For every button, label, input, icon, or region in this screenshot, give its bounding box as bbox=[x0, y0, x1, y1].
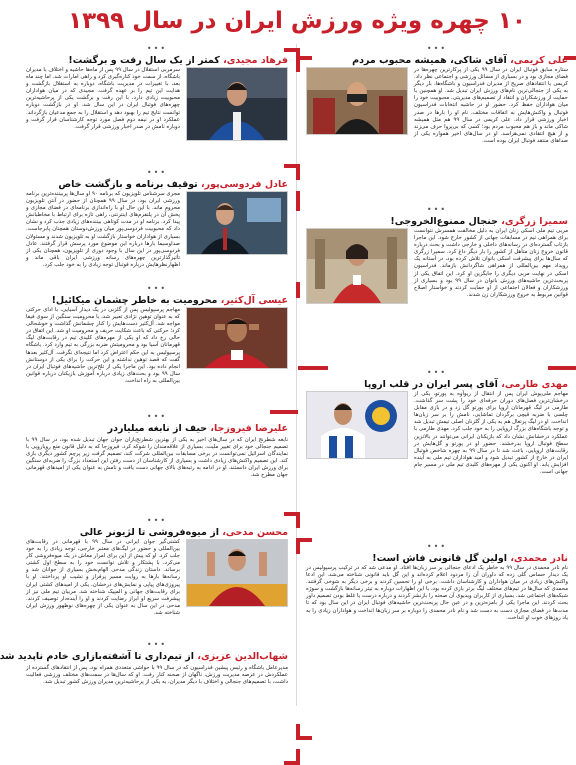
profile-card bbox=[302, 205, 572, 370]
profile-photo bbox=[186, 539, 288, 607]
corner-bracket bbox=[284, 164, 300, 180]
profile-body: ستاره سابق فوتبال ایران در سال ۹۹ یکی از پرکارترین چهره‌ها در فضای مجازی بود و در بسیاری از مسائل ورزشی و اجتماعی نظر داد. کریمی با انتقادهای صریح از مدیران فدراسیون و باشگاه‌ها، بار دیگر به یکی از جنجالی‌ترین نام‌های ورزش ایران تبدیل شد. او همچنین با حمایت از ورزشکاران و انتقاد از تصمیم‌های مدیریتی، محبوبیت خود را میان هواداران حفظ کرد. حضور او در حاشیه انتخابات فدراسیون فوتبال و واکنش‌هایش به اتفاقات مختلف، نام او را بارها در صدر اخبار ورزشی قرار داد. علی کریمی در سال ۹۹ هم مثل همیشه شاکی ماند و باز هم محبوب مردم بود؛ کسی که بی‌پروا حرف می‌زند و از هیچ انتقادی نمی‌هراسد. او در سال‌های اخیر همواره یکی از صداهای منتقد فوتبال ایران بوده است. bbox=[414, 67, 569, 144]
profile-body: مهاجم ملی‌پوش ایران پس از انتقال از ریوآوه به پورتو، یکی از درخشان‌ترین فصل‌های دوران حرفه‌ای خود را پشت سر گذاشت. طارمی در لیگ قهرمانان اروپا برای پورتو گل زد و در بازی مقابل چلسی با ضربه قیچی برگردان تماشایی، نامش را بر سر زبان‌ها انداخت. او در لیگ پرتغال هم به یکی از گلزنان اصلی تیمش تبدیل شد و توجه باشگاه‌های بزرگ اروپایی را به خود جلب کرد. مهدی طارمی با عملکرد درخشانش نشان داد که بازیکنان ایرانی می‌توانند در بالاترین سطح فوتبال اروپا بدرخشند. حضور او در پورتو و گل‌هایش در رقابت‌های اروپایی، باعث شد تا در سال ۹۹ به چهره شاخص فوتبال ایران در خارج از کشور تبدیل شود و امید هواداران تیم ملی به آینده افزایش یابد. او اکنون یکی از مهره‌های کلیدی تیم ملی در مسیر جام جهانی است. bbox=[414, 391, 568, 476]
profile-card bbox=[302, 368, 572, 543]
profile-photo bbox=[186, 67, 288, 141]
separator-dots: ••• bbox=[426, 368, 448, 377]
profile-body: مجری سرشناس تلویزیون که برنامه ۹۰ او سال‌ها پربیننده‌ترین برنامه ورزشی ایران بود، در سال ۹۹ همچنان از حضور در آنتن تلویزیون محروم ماند. با این حال او با راه‌اندازی برنامه‌ای در فضای مجازی و پخش آن در پلتفرم‌های اینترنتی، راهی تازه برای ارتباط با مخاطبانش پیدا کرد. برنامه او در مدت کوتاهی بیننده‌های زیادی جذب کرد و نشان داد که محبوبیت فردوسی‌پور میان ورزش‌دوستان همچنان پابرجاست. بسیاری از هواداران خواستار بازگشت او به تلویزیون شدند و مسئولان صداوسیما بارها درباره این موضوع مورد پرسش قرار گرفتند. عادل فردوسی‌پور در این سال با وجود دوری از تلویزیون، همچنان یکی از تأثیرگذارترین چهره‌های رسانه ورزشی ایران باقی ماند و اظهارنظرهایش درباره فوتبال توجه زیادی را به خود جلب کرد. bbox=[26, 191, 180, 268]
profile-title: مهدی طارمی، آقای پسر ایران در قلب اروپا bbox=[364, 379, 568, 390]
profile-body: کشتی‌گیر جوان ایرانی در سال ۹۹ با قهرمانی در رقابت‌های بین‌المللی و حضور در لیگ‌های معتبر خارجی، توجه زیادی را به خود جلب کرد. او که پیش از این برای امرار معاش در یک میوه‌فروشی کار می‌کرد، با پشتکار و تلاش توانست خود را به سطح اول کشتی برساند. داستان زندگی مدحی الهام‌بخش بسیاری از جوانان شد و رسانه‌ها بارها به روایت مسیر پرفراز و نشیب او پرداختند. او با پیروزی‌های پیاپی و نمایش‌های درخشان، یکی از امیدهای کشتی ایران برای رقابت‌های جهانی و المپیک شناخته شد. مربیان تیم ملی نیز از پیشرفت سریع او ابراز رضایت کردند و او را آینده‌دار توصیف کردند. مدحی در این سال به عنوان یکی از چهره‌های نوظهور ورزش ایران شناخته شد. bbox=[26, 539, 180, 616]
profile-title: شهاب‌الدین عزیزی، از تیم‌داری تا آشفته‌بازاری خادم ناپدید شد bbox=[0, 651, 288, 662]
profile-title: عیسی آل‌کثیر، محرومیت به خاطر چشمان میکائیل! bbox=[51, 295, 288, 306]
profile-body-cont bbox=[302, 304, 572, 370]
profile-body: مدیرعامل باشگاه و رئیس پیشین فدراسیون که در سال ۹۹ با حواشی متعددی همراه بود، پس از انتقادهای گسترده از عملکردش در عرصه مدیریت ورزش، ناگهان از صحنه کنار رفت. او که سال‌ها در سمت‌های مختلف ورزشی فعالیت داشت، با تصمیم‌های جنجالی و اختلاف با دیگر مدیران، به یکی از پرحاشیه‌ترین مدیران ورزش کشور تبدیل شد. bbox=[26, 665, 288, 686]
separator-dots: ••• bbox=[146, 516, 168, 525]
profile-title: فرهاد مجیدی، کمتر از یک سال رفت و برگشت! bbox=[68, 55, 288, 66]
frame-bar bbox=[296, 191, 300, 211]
corner-bracket bbox=[296, 724, 312, 740]
profile-photo bbox=[186, 307, 288, 369]
frame-bar bbox=[298, 366, 328, 370]
profile-photo bbox=[306, 228, 408, 304]
profile-photo bbox=[186, 191, 288, 255]
frame-bar bbox=[270, 410, 298, 414]
profile-body: سرمربی استقلال در سال ۹۹ پس از ماه‌ها حاشیه و اختلاف با مدیران باشگاه، از سمت خود کناره‌گیری کرد و راهی امارات شد. اما چند ماه بعد، با تغییرات در مدیریت باشگاه، دوباره به استقلال بازگشت و هدایت این تیم را بر عهده گرفت. مجیدی که در میان هواداران محبوبیت زیادی دارد، با این رفت و برگشت یکی از پرحاشیه‌ترین چهره‌های فوتبال ایران در این سال شد. او در بازگشت دوباره توانست نتایج تیم را بهبود دهد و استقلال را به جمع مدعیان بازگرداند. عملکرد او در نیمه دوم فصل مورد توجه کارشناسان قرار گرفت و دوباره نامش در صدر اخبار ورزشی قرار گرفت. bbox=[26, 67, 181, 130]
page-headline: ۱۰ چهره ویژه ورزش ایران در سال ۱۳۹۹ bbox=[68, 8, 526, 34]
separator-dots: ••• bbox=[146, 44, 168, 53]
profile-card bbox=[302, 44, 572, 205]
profile-card bbox=[302, 542, 572, 710]
corner-bracket bbox=[284, 749, 300, 765]
profile-card bbox=[0, 640, 292, 707]
profile-card bbox=[22, 168, 292, 285]
profile-title: نادر محمدی، اولین گل قانونی فاش است! bbox=[372, 553, 568, 564]
separator-dots: ••• bbox=[426, 542, 448, 551]
frame-bar bbox=[548, 366, 576, 370]
separator-dots: ••• bbox=[146, 412, 168, 421]
profile-body-cont bbox=[302, 135, 572, 205]
profile-card bbox=[22, 284, 292, 413]
corner-bracket bbox=[284, 512, 300, 528]
separator-dots: ••• bbox=[146, 640, 168, 649]
profile-body: نام نادر محمدی در سال ۹۹ به خاطر یک ادعای جنجالی بر سر زبان‌ها افتاد. او مدعی شد که در ترکیب پرسپولیس در یک دیدار حساس گلی زده که داوران آن را مردود اعلام کرده‌اند و این گل باید قانونی شناخته می‌شد. این ادعا واکنش‌های زیادی در میان هواداران و کارشناسان داشت. برخی او را تحسین کردند و برخی دیگر به شوخی گرفتند. محمدی که سال‌ها در تیم‌های مختلف لیگ برتر بازی کرده بود، با این اظهارات دوباره به تیتر رسانه‌ها بازگشت و سوژه شبکه‌های اجتماعی شد. بسیاری از کاربران ویدیوی آن صحنه را بازنشر کردند و درباره درست یا غلط بودن تصمیم داور بحث کردند. این ماجرا یکی از بامزه‌ترین و در عین حال پربحث‌ترین حاشیه‌های فوتبال ایران در این سال بود که تا مدت‌ها در فضای مجازی دست به دست شد و نام نادر محمدی را دوباره بر سر زبان‌ها انداخت و هواداران زیادی را به یاد روزهای خوب او انداخت. bbox=[306, 565, 568, 621]
separator-dots: ••• bbox=[426, 205, 448, 214]
profile-title: علیرضا فیروزجا، حیف از نابغه میلیاردر bbox=[107, 423, 288, 434]
profile-body-cont bbox=[302, 459, 572, 543]
profile-photo bbox=[306, 67, 408, 135]
profile-body: نابغه شطرنج ایران که در سال‌های اخیر به یکی از بهترین شطرنج‌بازان جوان جهان تبدیل شده بود، در سال ۹۹ با تصمیم جنجالی خود برای تغییر ملیت، بسیاری از علاقه‌مندان را شوکه کرد. فیروزجا که به دلیل قانون منع رویارویی با نمایندگان اسرائیل نمی‌توانست در برخی مسابقات بین‌المللی شرکت کند، تصمیم گرفت زیر پرچم کشور دیگری بازی کند. این تصمیم واکنش‌های زیادی داشت و بسیاری از کارشناسان از دست رفتن این استعداد بزرگ را ضربه‌ای سنگین برای ورزش ایران دانستند. او در ادامه به رتبه‌های بالای جهانی دست یافت و نامش به عنوان یکی از امیدهای قهرمانی جهان مطرح شد. bbox=[26, 437, 288, 479]
profile-card bbox=[22, 412, 292, 509]
profile-title: علی کریمی، آقای شاکی، همیشه محبوب مردم bbox=[352, 55, 568, 66]
profile-title: سمیرا زرگری، جنجال ممنوع‌الخروجی! bbox=[390, 216, 568, 227]
column-divider bbox=[296, 44, 297, 706]
profile-card bbox=[22, 516, 292, 627]
separator-dots: ••• bbox=[146, 168, 168, 177]
profile-body: مربی تیم ملی اسکی زنان ایران به دلیل مخالفت همسرش نتوانست برای همراهی تیم در مسابقات جهانی از کشور خارج شود. این ماجرا بازتاب گسترده‌ای در رسانه‌های داخلی و خارجی داشت و بحث درباره قانون خروج زنان متأهل از کشور را بار دیگر داغ کرد. سمیرا زرگری که سال‌ها برای پیشرفت اسکی بانوان تلاش کرده بود، در آستانه یک رویداد مهم بین‌المللی از همراهی شاگردانش بازماند. فدراسیون اسکی در نهایت مربی دیگری را جایگزین او کرد. این اتفاق یکی از پربحث‌ترین حاشیه‌های ورزش بانوان در سال ۹۹ بود و بسیاری از ورزشکاران و فعالان اجتماعی از او حمایت کردند و خواستار اصلاح قوانین مربوط به خروج ورزشکاران زن شدند. bbox=[414, 228, 568, 298]
profile-title: محسن مدحی، از میوه‌فروشی تا لژیونر عالی bbox=[79, 527, 288, 538]
profile-body: مهاجم پرسپولیس پس از گلزنی در یک دیدار آسیایی، با ادای حرکتی که به عنوان توهین نژادی تعبیر شد، با محرومیت سنگین از سوی فیفا مواجه شد. آل‌کثیر دست‌هایش را کنار چشمانش گذاشت و خوشحالی کرد؛ حرکتی که باعث شکایت حریف و محرومیت او شد. این اتفاق در حالی رخ داد که او یکی از مهره‌های کلیدی تیم در رقابت‌های لیگ قهرمانان آسیا بود و محرومیتش ضربه بزرگی به تیم وارد کرد. باشگاه پرسپولیس به این حکم اعتراض کرد اما نتیجه‌ای نگرفت. آل‌کثیر بعدها گفت که قصد توهین نداشته و این حرکت را برای یکی از دوستانش انجام داده بود. این ماجرا یکی از تلخ‌ترین حاشیه‌های فوتبال ایران در سال ۹۹ بود و بحث‌های زیادی درباره آموزش بازیکنان درباره قوانین بین‌المللی به راه انداخت. bbox=[26, 307, 180, 384]
profile-photo bbox=[306, 391, 408, 459]
frame-bar bbox=[296, 282, 300, 298]
corner-bracket bbox=[296, 538, 312, 554]
profile-body-cont bbox=[22, 141, 292, 167]
profile-title: عادل فردوسی‌پور، توقیف برنامه و بازگشت خاص bbox=[58, 179, 288, 190]
corner-bracket bbox=[284, 48, 300, 64]
separator-dots: ••• bbox=[426, 44, 448, 53]
separator-dots: ••• bbox=[146, 284, 168, 293]
profile-card bbox=[22, 44, 292, 167]
